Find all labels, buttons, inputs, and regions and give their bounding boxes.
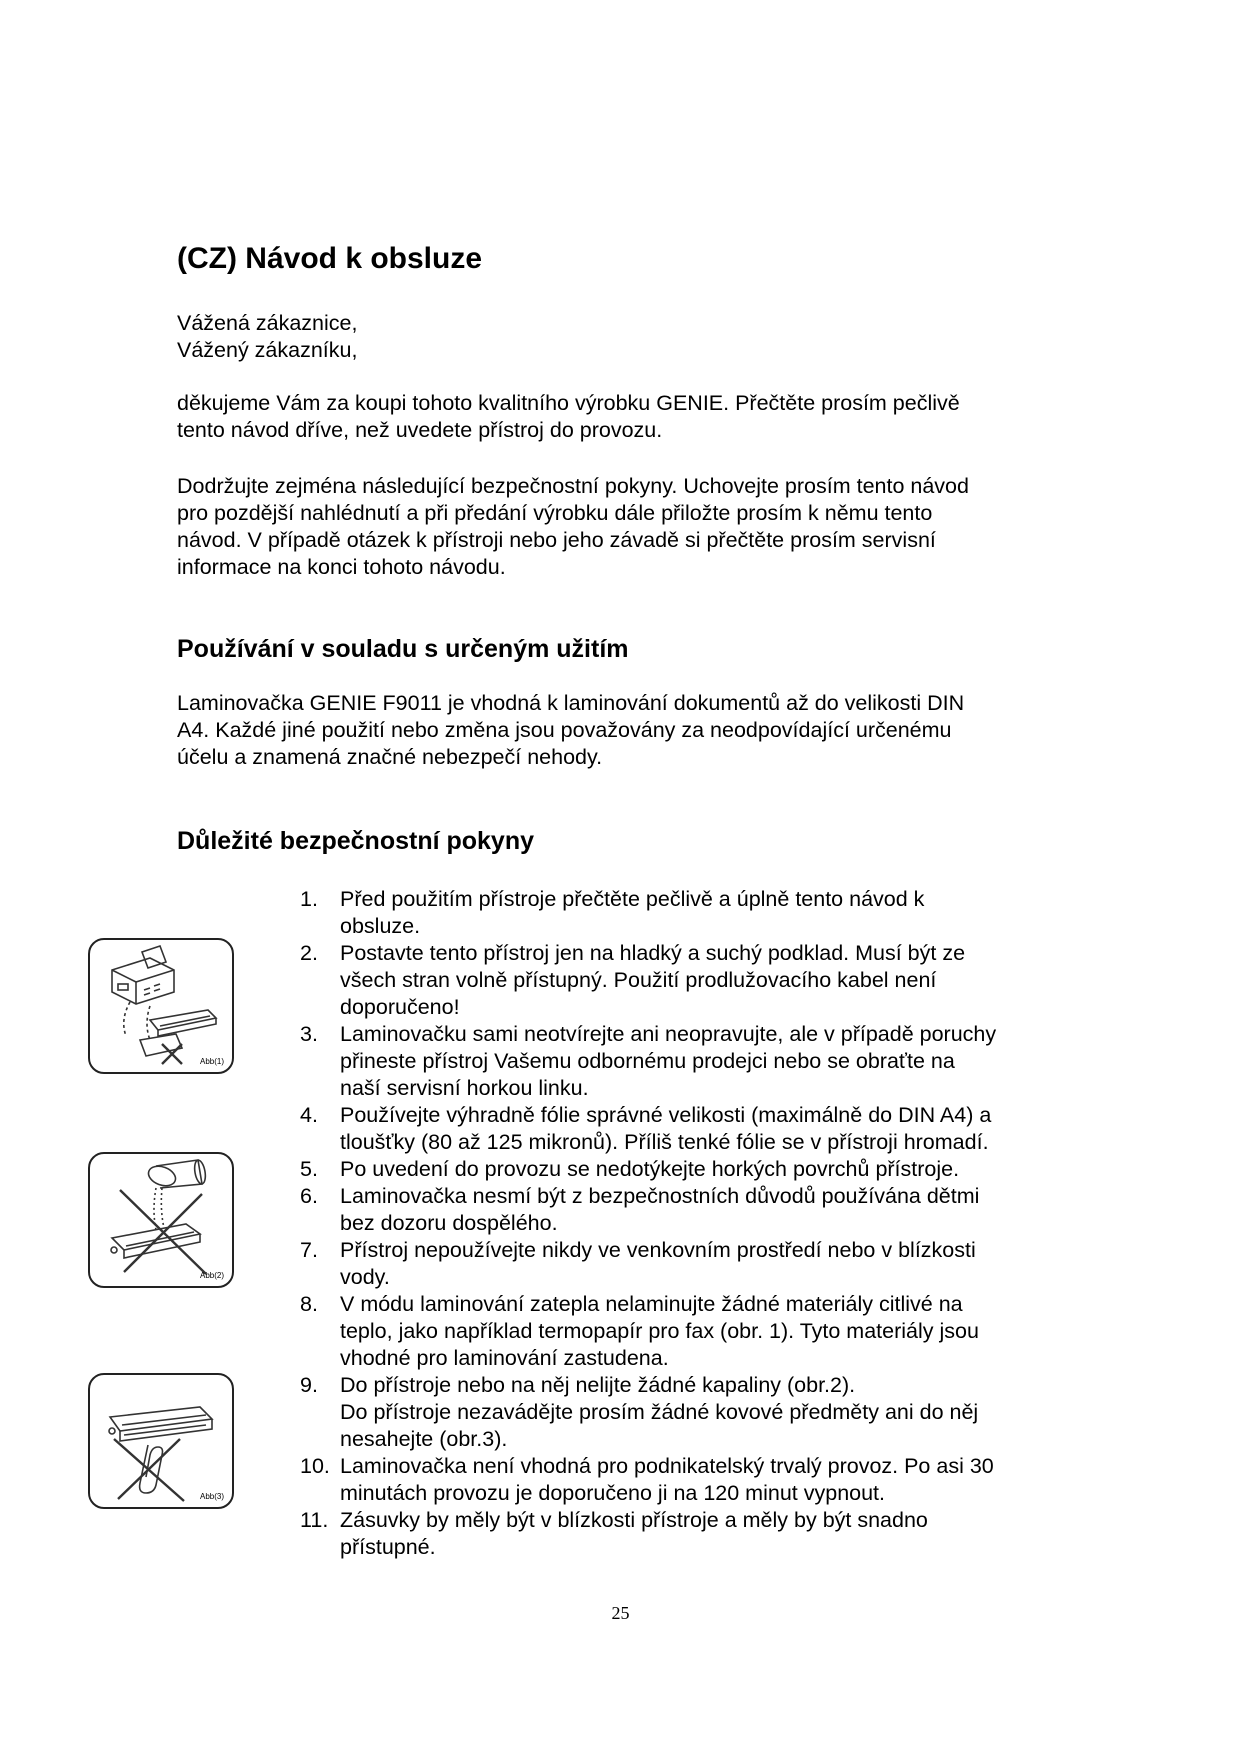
fax-laminator-icon: [90, 940, 234, 1074]
item-line: Laminovačka nesmí být z bezpečnostních důvodů používána dětmi: [340, 1184, 980, 1208]
list-item: [300, 1291, 1100, 1372]
intro-line: tento návod dříve, než uvedete přístroj do provozu.: [177, 418, 663, 442]
usage-line: účelu a znamená značné nebezpečí nehody.: [177, 745, 603, 769]
item-number: 5.: [300, 1157, 318, 1181]
item-line: naší servisní horkou linku.: [340, 1076, 589, 1100]
intro-line: děkujeme Vám za koupi tohoto kvalitního výrobku GENIE. Přečtěte prosím pečlivě: [177, 391, 960, 415]
item-line: minutách provozu je doporučeno ji na 120 minut vypnout.: [340, 1481, 886, 1505]
list-item: [300, 1021, 1100, 1102]
item-number: 9.: [300, 1373, 318, 1397]
notice-line: návod. V případě otázek k přístroji nebo jeho závadě si přečtěte prosím servisní: [177, 528, 936, 552]
intro-paragraph: [177, 390, 1077, 444]
item-number: 3.: [300, 1022, 318, 1046]
item-line: přístupné.: [340, 1535, 436, 1559]
item-line: Po uvedení do provozu se nedotýkejte horkých povrchů přístroje.: [340, 1157, 960, 1181]
figure-abb2: [88, 1152, 234, 1288]
list-item: [300, 1453, 1100, 1507]
usage-line: Laminovačka GENIE F9011 je vhodná k laminování dokumentů až do velikosti DIN: [177, 691, 965, 715]
figure-abb3: [88, 1373, 234, 1509]
item-line: Postavte tento přístroj jen na hladký a suchý podklad. Musí být ze: [340, 941, 966, 965]
safety-heading: Důležité bezpečnostní pokyny: [177, 827, 535, 855]
item-number: 10.: [300, 1454, 330, 1478]
greeting-line: Vážená zákaznice,: [177, 311, 358, 335]
list-item: [300, 886, 1100, 940]
item-number: 8.: [300, 1292, 318, 1316]
item-line: přineste přístroj Vašemu odbornému prodejci nebo se obraťte na: [340, 1049, 955, 1073]
item-line: Používejte výhradně fólie správné velikosti (maximálně do DIN A4) a: [340, 1103, 992, 1127]
greeting: [177, 310, 1077, 364]
item-line: teplo, jako například termopapír pro fax (obr. 1). Tyto materiály jsou: [340, 1319, 979, 1343]
notice-line: pro pozdější nahlédnutí a při předání výrobku dále přiložte prosím k němu tento: [177, 501, 933, 525]
list-item: [300, 1237, 1100, 1291]
figure-label: Abb(3): [199, 1492, 224, 1501]
notice-line: Dodržujte zejména následující bezpečnostní pokyny. Uchovejte prosím tento návod: [177, 474, 969, 498]
list-item: [300, 1507, 1100, 1561]
item-line: vody.: [340, 1265, 390, 1289]
usage-heading: Používání v souladu s určeným užitím: [177, 635, 629, 663]
item-line: Přístroj nepoužívejte nikdy ve venkovním prostředí nebo v blízkosti: [340, 1238, 976, 1262]
list-item: [300, 1156, 1100, 1183]
figure-label: Abb(2): [199, 1271, 224, 1280]
usage-paragraph: [177, 690, 1077, 771]
notice-paragraph: [177, 473, 1077, 581]
list-item: [300, 940, 1100, 1021]
page-title: (CZ) Návod k obsluze: [177, 242, 483, 275]
item-line: nesahejte (obr.3).: [340, 1427, 508, 1451]
item-number: 7.: [300, 1238, 318, 1262]
notice-line: informace na konci tohoto návodu.: [177, 555, 506, 579]
item-number: 2.: [300, 941, 318, 965]
item-line: Do přístroje nebo na něj nelijte žádné kapaliny (obr.2).: [340, 1373, 856, 1397]
item-line: Před použitím přístroje přečtěte pečlivě a úplně tento návod k: [340, 887, 925, 911]
no-liquid-icon: [90, 1154, 234, 1288]
safety-instructions-list: [300, 886, 1100, 1561]
item-line: bez dozoru dospělého.: [340, 1211, 558, 1235]
greeting-line: Vážený zákazníku,: [177, 338, 358, 362]
usage-line: A4. Každé jiné použití nebo změna jsou považovány za neodpovídající určenému: [177, 718, 952, 742]
item-line: Zásuvky by měly být v blízkosti přístroje a měly by být snadno: [340, 1508, 928, 1532]
list-item: [300, 1183, 1100, 1237]
item-line: tloušťky (80 až 125 mikronů). Příliš tenké fólie se v přístroji hromadí.: [340, 1130, 989, 1154]
list-item: [300, 1102, 1100, 1156]
item-line: Laminovačka není vhodná pro podnikatelský trvalý provoz. Po asi 30: [340, 1454, 994, 1478]
item-line: doporučeno!: [340, 995, 460, 1019]
item-line: všech stran volně přístupný. Použití prodlužovacího kabel není: [340, 968, 937, 992]
no-metal-objects-icon: [90, 1375, 234, 1509]
item-line: Laminovačku sami neotvírejte ani neopravujte, ale v případě poruchy: [340, 1022, 997, 1046]
item-number: 4.: [300, 1103, 318, 1127]
list-item: [300, 1372, 1100, 1453]
item-line: V módu laminování zatepla nelaminujte žádné materiály citlivé na: [340, 1292, 963, 1316]
item-number: 11.: [300, 1508, 329, 1532]
item-line: vhodné pro laminování zastudena.: [340, 1346, 669, 1370]
item-number: 1.: [300, 887, 318, 911]
item-line: obsluze.: [340, 914, 421, 938]
item-line: Do přístroje nezavádějte prosím žádné kovové předměty ani do něj: [340, 1400, 979, 1424]
figure-abb1: [88, 938, 234, 1074]
item-number: 6.: [300, 1184, 318, 1208]
figure-label: Abb(1): [199, 1057, 224, 1066]
page-number: 25: [611, 1603, 630, 1623]
